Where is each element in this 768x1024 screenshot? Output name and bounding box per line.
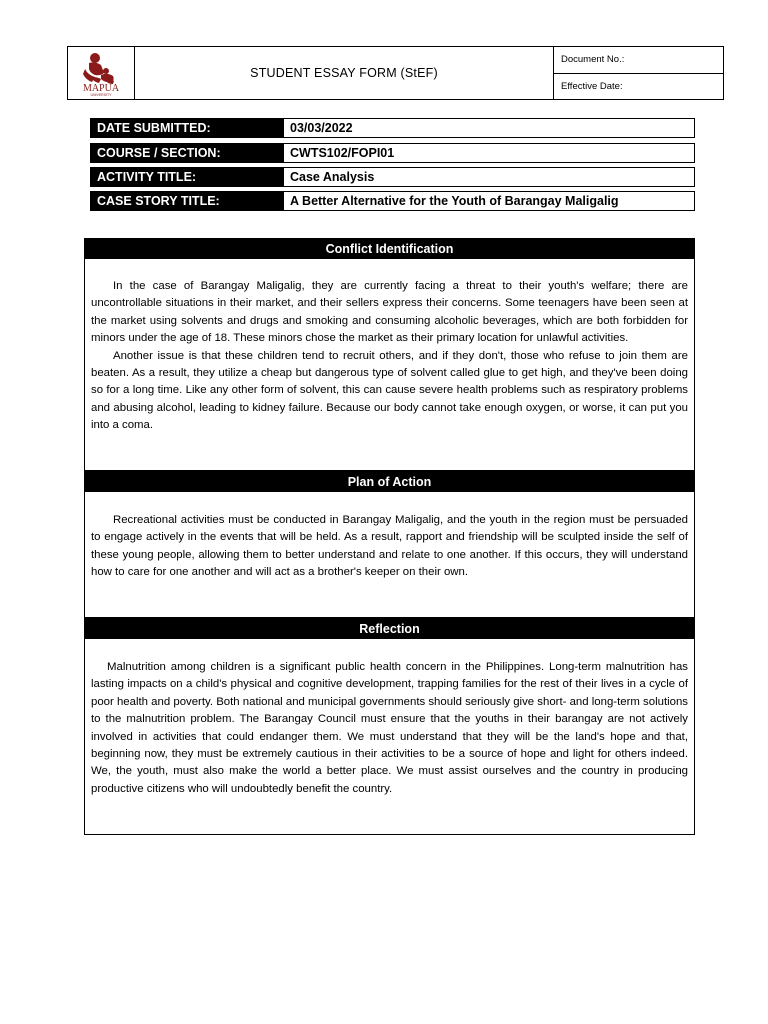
info-label: CASE STORY TITLE:	[90, 191, 283, 211]
section-title-plan: Plan of Action	[84, 471, 695, 492]
effective-date-label: Effective Date:	[554, 73, 723, 100]
paragraph: Another issue is that these children tend to recruit others, and if they don't, those who refuse to join them are beaten. As a result, they utilize a cheap but dangerous type of solvent called glue to get high, and they've been doing so for a long time. Like any other form of solvent, this can cause severe health problems such as respiratory problems and abusing alcohol, leading to kidney failure. Because our body cannot take enough oxygen, or worse, it can put you into a coma.	[91, 349, 688, 432]
paragraph: In the case of Barangay Maligalig, they are currently facing a threat to their youth's welfare; there are uncontrollable situations in their market, and their sellers express their concerns. Some teenagers have been seen at the market using solvents and drugs and smoking and consuming alcoholic beverages, which are both forbidden for minors under the age of 18. These minors chose the market as their primary location for unlawful activities.	[91, 280, 688, 345]
section-body-reflection	[91, 659, 688, 798]
info-row-course	[90, 143, 695, 163]
paragraph: Recreational activities must be conducted in Barangay Maligalig, and the youth in the region must be persuaded to engage actively in the events that will be held. As a result, rapport and friendship will be sculpted inside the self of these young people, allowing them to better understand and relate to one another. If this occurs, they will understand how to care for one another and will act as a brother's keeper on their own.	[91, 514, 688, 579]
info-row-date	[90, 118, 695, 138]
info-label: DATE SUBMITTED:	[90, 118, 283, 138]
university-logo	[68, 47, 135, 99]
svg-text:MAPÚA: MAPÚA	[82, 83, 120, 94]
svg-text:UNIVERSITY: UNIVERSITY	[90, 93, 112, 97]
info-label: COURSE / SECTION:	[90, 143, 283, 163]
info-row-activity	[90, 167, 695, 187]
info-value: Case Analysis	[283, 167, 695, 187]
document-no-label: Document No.:	[561, 54, 625, 66]
info-row-case-story	[90, 191, 695, 211]
section-body-conflict	[91, 278, 688, 435]
section-title-reflection: Reflection	[84, 618, 695, 639]
info-value: A Better Alternative for the Youth of Barangay Maligalig	[283, 191, 695, 211]
form-header	[67, 46, 724, 100]
mapua-seal-icon	[73, 49, 129, 97]
info-value: CWTS102/FOPI01	[283, 143, 695, 163]
paragraph: Malnutrition among children is a significant public health concern in the Philippines. Long-term malnutrition has lasting impacts on a child's physical and cognitive development, trapping families for the rest of their lives in a cycle of poor health and poverty. Both national and municipal governments should seriously give short- and long-term solutions to the malnutrition problem. The Barangay Council must ensure that the youths in their barangay are not actively involved in activities that could endanger them. We must understand that they will be the land's hope and that, beginning now, they must be extremely cautious in their activities to be a source of hope and light for others indeed. We, the youth, must also make the world a better place. We must assist ourselves and the country in producing productive citizens who will undoubtedly benefit the country.	[91, 661, 688, 795]
form-title: STUDENT ESSAY FORM (StEF)	[250, 66, 438, 80]
section-title-conflict: Conflict Identification	[84, 238, 695, 259]
document-meta	[553, 47, 723, 99]
section-body-plan	[91, 512, 688, 582]
info-value: 03/03/2022	[283, 118, 695, 138]
info-label: ACTIVITY TITLE:	[90, 167, 283, 187]
